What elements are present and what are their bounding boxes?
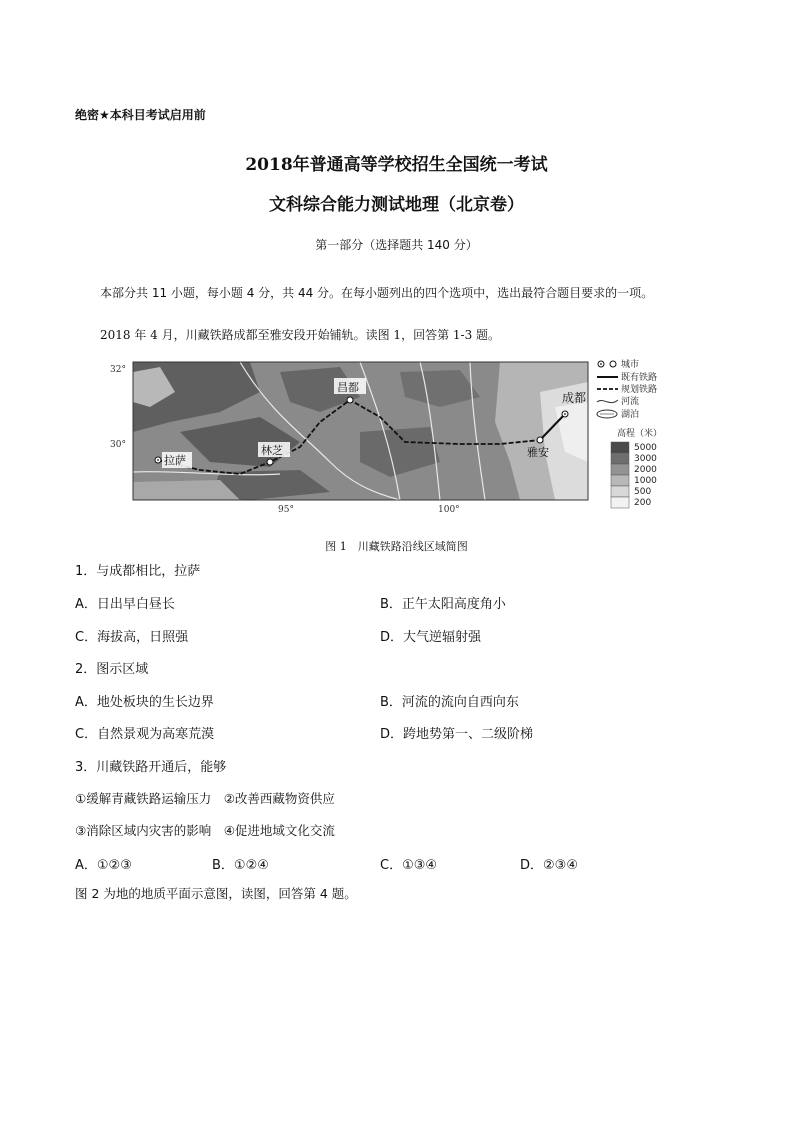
question-2-option-b: B．河流的流向自西向东 [380,695,519,710]
legend-elevation-title: 高程（米） [617,429,663,439]
city-label-yaan: 雅安 [527,446,549,459]
question-intro: 2018 年 4 月，川藏铁路成都至雅安段开始铺轨。读图 1，回答第 1-3 题。 [100,328,501,342]
exam-subtitle: 文科综合能力测试地理（北京卷） [269,195,524,215]
figure-1-caption: 图 1 川藏铁路沿线区域简图 [325,540,468,553]
exam-title: 2018年普通高等学校招生全国统一考试 [245,155,548,175]
legend-city: 城市 [621,360,640,370]
question-2-stem: 2．图示区域 [75,662,149,677]
question-1-option-a: A．日出早白昼长 [75,597,175,612]
section-instructions: 本部分共 11 小题，每小题 4 分，共 44 分。在每小题列出的四个选项中，选出最符合题目要求的一项。 [100,286,654,300]
city-label-changdu: 昌都 [337,381,359,394]
question-3-option-a: A．①②③ [75,858,132,873]
question-3-option-d: D．②③④ [520,858,578,873]
city-label-lasa: 拉萨 [164,454,186,467]
lat-label-32: 32° [110,365,126,375]
legend-elev-3000: 3000 [634,454,657,464]
question-2-option-d: D．跨地势第一、二级阶梯 [380,727,534,742]
question-2-option-a: A．地处板块的生长边界 [75,695,214,710]
question-4-intro: 图 2 为地的地质平面示意图，读图，回答第 4 题。 [75,886,357,901]
confidential-label: 绝密★本科目考试启用前 [75,108,206,122]
lat-label-30: 30° [110,440,126,450]
legend-elev-500: 500 [634,487,652,497]
question-3-option-c: C．①③④ [380,858,438,873]
lon-label-100: 100° [438,505,460,515]
legend-elev-2000: 2000 [634,465,657,475]
question-1-option-c: C．海拔高，日照强 [75,630,189,645]
question-1-option-b: B．正午太阳高度角小 [380,597,506,612]
section-heading: 第一部分（选择题共 140 分） [315,238,478,252]
legend-planned-rail: 规划铁路 [621,385,658,395]
map-legend [597,358,662,508]
legend-lake: 湖泊 [621,410,640,420]
question-3-statements-line-1: ①缓解青藏铁路运输压力 ②改善西藏物资供应 [75,791,335,806]
figure-1-map [100,352,688,557]
legend-elev-200: 200 [634,498,652,508]
question-1-stem: 1．与成都相比，拉萨 [75,564,201,579]
lon-label-95: 95° [278,505,294,515]
question-3-option-b: B．①②④ [212,858,269,873]
question-1-option-d: D．大气逆辐射强 [380,630,482,645]
question-3-statements-line-2: ③消除区域内灾害的影响 ④促进地域文化交流 [75,823,335,838]
legend-river: 河流 [621,397,640,407]
legend-elev-1000: 1000 [634,476,657,486]
legend-existing-rail: 既有铁路 [621,373,658,383]
question-3-stem: 3．川藏铁路开通后，能够 [75,760,227,775]
city-label-linzhi: 林芝 [261,444,283,457]
city-label-chengdu: 成都 [562,391,587,405]
legend-elev-5000: 5000 [634,443,657,453]
question-2-option-c: C．自然景观为高寒荒漠 [75,727,215,742]
